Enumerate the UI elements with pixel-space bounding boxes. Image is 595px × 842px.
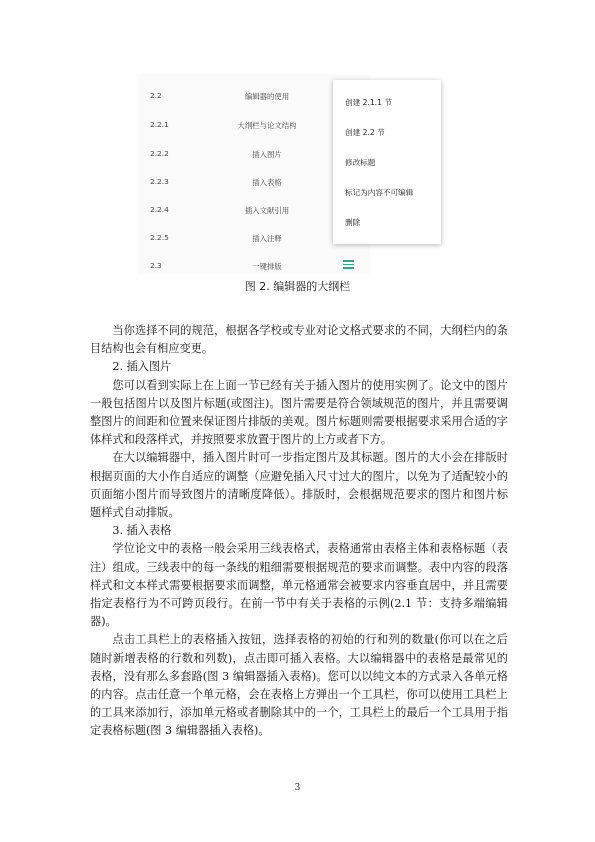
outline-row-number: 2.2.2 [150, 149, 169, 158]
paragraph: 学位论文中的表格一般会采用三线表格式，表格通常由表格主体和表格标题（表注）组成。三线表中的每一条线的粗细需要根据规范的要求而调整。表中内容的段落样式和文本样式需要根据要求而调整，单元格通常会被要求内容垂直居中，并且需要指定表格行为不可跨页段行。在前一节中有关于表格的示例(2.1 节：支持多端编辑器)。 [90, 542, 508, 629]
outline-row-title: 一键排版 [252, 262, 282, 271]
outline-row-title: 插入文献引用 [244, 206, 290, 215]
outline-row-number: 2.2.1 [150, 120, 169, 129]
menu-item-mark-readonly[interactable]: 标记为内容不可编辑 [345, 188, 414, 197]
outline-row-title: 插入图片 [252, 150, 282, 159]
list-icon[interactable] [343, 260, 354, 269]
outline-row-title: 插入注释 [252, 234, 282, 243]
outline-row-number: 2.2.3 [150, 177, 169, 186]
figure-caption: 图 2. 编辑器的大纲栏 [244, 280, 351, 293]
paragraph: 点击工具栏上的表格插入按钮，选择表格的初始的行和列的数量(你可以在之后随时新增表格的行数和列数)，点击即可插入表格。大以编辑器中的表格是最常见的表格，没有那么多套路(图 3 编辑器插入表格)。您可以以纯文本的方式录入各单元格的内容。点击任意一个单元格，会在表格上方弹出一个工具栏，你可以使用工具栏上的工具来添加行，添加单元格或者删除其中的一个，工具栏上的最后一个工具用于指定表格标题(图 3 编辑器插入表格)。 [90, 633, 508, 738]
paragraph: 您可以看到实际上在上面一节已经有关于插入图片的使用实例了。论文中的图片一般包括图片以及图片标题(或图注)。图片需要是符合领域规范的图片，并且需要调整图片的间距和位置来保证图片排版的美观。图片标题则需要根据要求采用合适的字体样式和段落样式，并按照要求放置于图片的上方或者下方。 [90, 378, 508, 447]
menu-item-edit-title[interactable]: 修改标题 [345, 158, 376, 167]
menu-item-delete[interactable]: 删除 [345, 218, 361, 227]
section-heading: 3. 插入表格 [112, 524, 172, 538]
paragraph: 在大以编辑器中，插入图片时可一步指定图片及其标题。图片的大小会在排版时根据页面的大小作自适应的调整（应避免插入尺寸过大的图片，以免为了适配较小的页面缩小图片而导致图片的清晰度降低）。排版时，会根据规范要求的图片和图片标题样式自动排版。 [90, 451, 508, 520]
outline-row-title: 大纲栏与论文结构 [237, 121, 297, 130]
body-text [90, 322, 508, 741]
outline-row-number: 2.2.4 [150, 205, 169, 214]
context-menu [333, 80, 441, 244]
outline-row-title: 编辑器的使用 [244, 92, 290, 101]
outline-row[interactable] [138, 258, 370, 274]
outline-row-number: 2.2 [150, 91, 162, 100]
section-heading: 2. 插入图片 [112, 360, 172, 374]
paragraph: 当你选择不同的规范，根据各学校或专业对论文格式要求的不同，大纲栏内的条目结构也会有相应变更。 [90, 324, 508, 356]
outline-row-number: 2.3 [150, 261, 162, 270]
outline-row-title: 插入表格 [252, 178, 282, 187]
menu-item-create-2-1-1[interactable]: 创建 2.1.1 节 [345, 98, 392, 107]
page-number: 3 [294, 783, 301, 793]
outline-row-number: 2.2.5 [150, 233, 169, 242]
menu-item-create-2-2[interactable]: 创建 2.2 节 [345, 128, 385, 137]
